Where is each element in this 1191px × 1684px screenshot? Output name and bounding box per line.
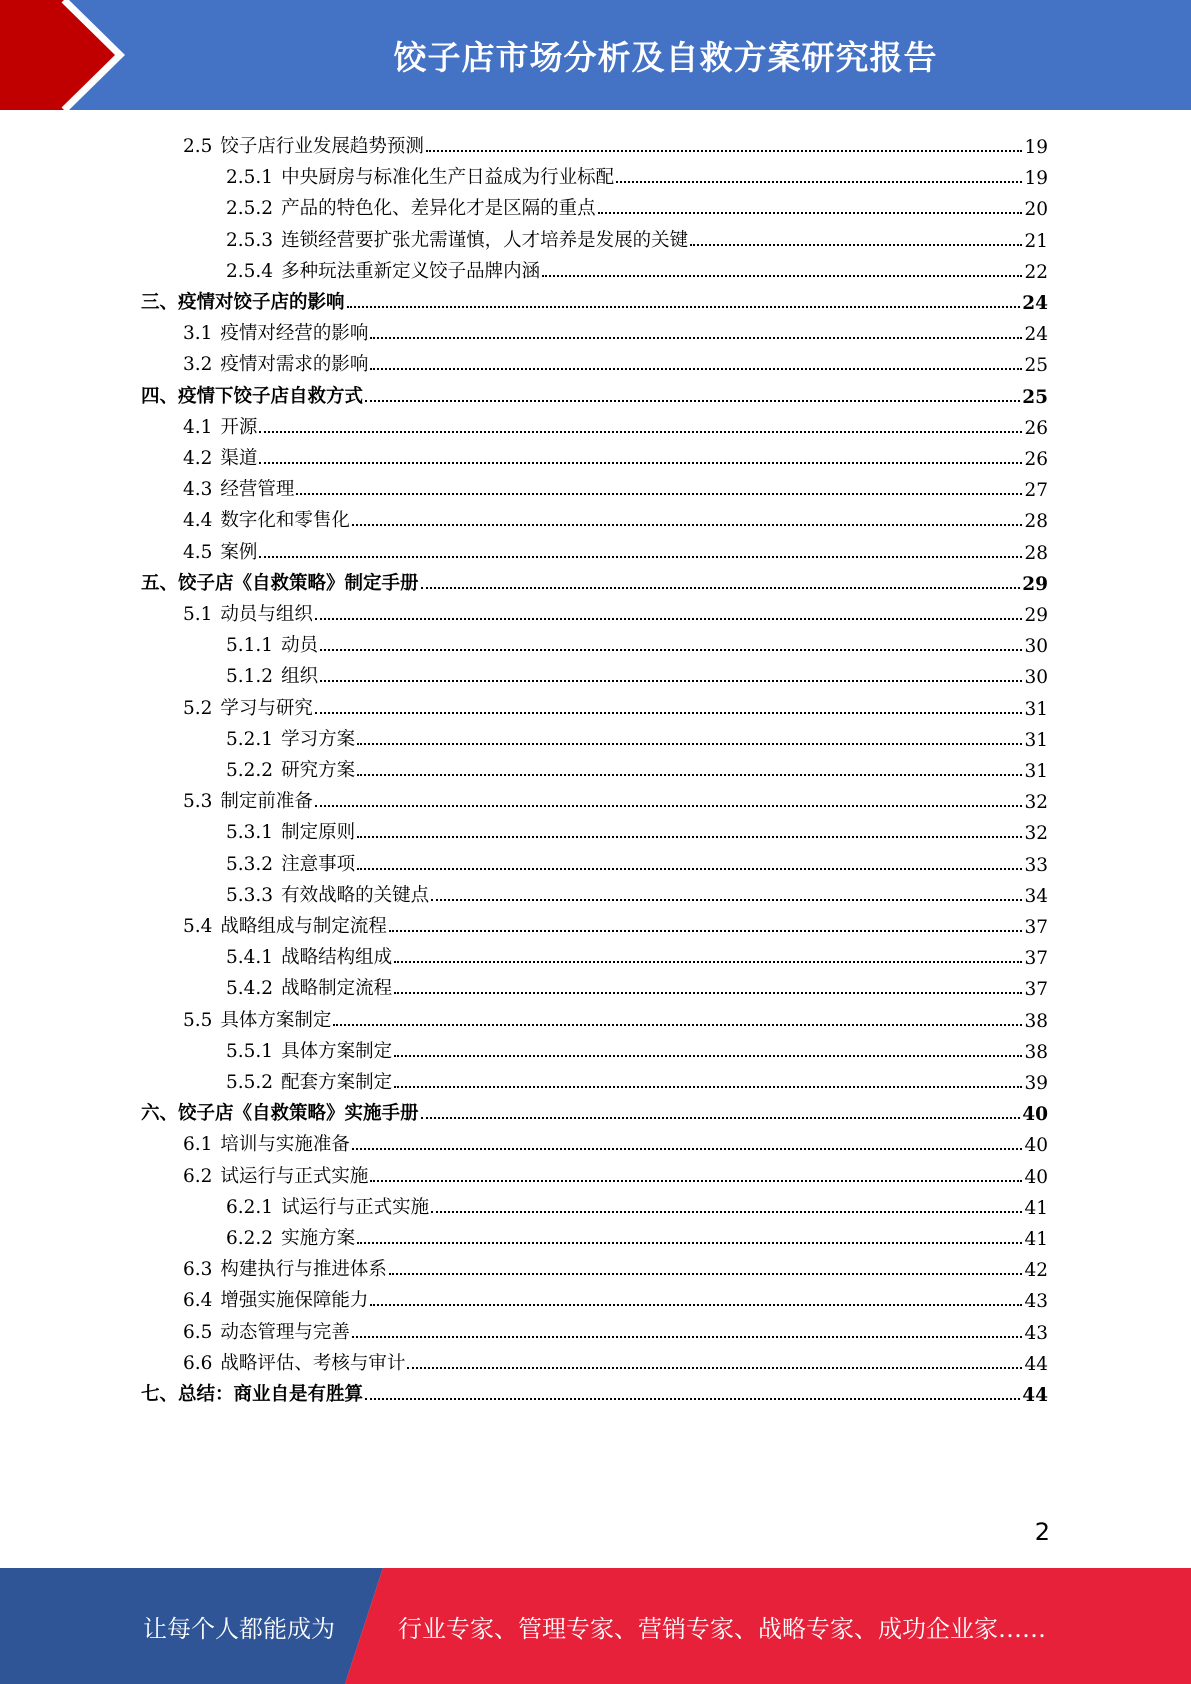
page-footer [0, 1568, 1191, 1684]
toc-entry-title: 产品的特色化、差异化才是区隔的重点 [281, 198, 596, 220]
toc-entry-title: 培训与实施准备 [220, 1134, 350, 1156]
toc-entry-number: 5.3.3 [226, 884, 274, 906]
toc-dot-leader [394, 961, 1022, 963]
toc-entry-page: 27 [1024, 480, 1048, 502]
toc-dot-leader [357, 868, 1022, 870]
toc-dot-leader [352, 524, 1023, 526]
toc-entry[interactable] [183, 907, 1048, 938]
toc-entry[interactable] [141, 564, 1048, 595]
toc-entry-page: 26 [1024, 449, 1048, 470]
toc-entry-title: 战略结构组成 [281, 947, 393, 969]
toc-entry-label [183, 1286, 368, 1312]
footer-slogan-right: 行业专家、管理专家、营销专家、战略专家、成功企业家…… [398, 1614, 1046, 1643]
toc-entry-label [141, 569, 419, 595]
toc-entry-page: 31 [1024, 729, 1048, 751]
toc-entry-number: 4.1 [183, 416, 213, 438]
toc-entry[interactable] [183, 1313, 1048, 1344]
toc-entry-title: 经营管理 [220, 479, 295, 501]
toc-entry-label [226, 631, 318, 657]
toc-entry-label [226, 1037, 392, 1063]
toc-dot-leader [333, 1024, 1022, 1026]
toc-entry-title: 疫情对需求的影响 [220, 354, 369, 376]
toc-entry-label [226, 662, 318, 688]
toc-entry-title: 六、饺子店《自救策略》实施手册 [141, 1103, 419, 1125]
toc-entry[interactable] [226, 813, 1048, 844]
toc-entry[interactable] [183, 1001, 1048, 1032]
toc-dot-leader [296, 493, 1022, 495]
toc-entry-label [183, 1318, 350, 1344]
red-chevron-icon [0, 0, 160, 110]
toc-entry-number: 5.2 [183, 697, 213, 719]
toc-entry-title: 战略评估、考核与审计 [220, 1352, 406, 1374]
toc-entry[interactable] [226, 720, 1048, 751]
toc-entry-number: 6.5 [183, 1321, 213, 1343]
toc-dot-leader [394, 1086, 1022, 1088]
toc-dot-leader [431, 899, 1022, 901]
toc-dot-leader [421, 1117, 1021, 1119]
toc-entry[interactable] [183, 470, 1048, 501]
toc-entry-label [141, 1380, 363, 1406]
toc-dot-leader [365, 400, 1020, 402]
toc-entry-page: 30 [1024, 636, 1048, 658]
toc-entry-label [141, 1099, 419, 1125]
toc-dot-leader [389, 930, 1023, 932]
toc-entry-title: 制定前准备 [220, 791, 313, 813]
toc-entry-page: 21 [1024, 230, 1048, 252]
toc-entry-title: 动态管理与完善 [220, 1321, 350, 1343]
toc-entry-label [183, 413, 257, 439]
toc-entry-title: 具体方案制定 [220, 1009, 332, 1031]
toc-entry-number: 5.2.2 [226, 760, 274, 781]
toc-entry-label [226, 881, 429, 907]
toc-entry-number: 5.2.1 [226, 728, 274, 750]
toc-entry-label [183, 694, 313, 720]
toc-entry-number: 2.5 [183, 136, 213, 157]
toc-entry-label [226, 257, 540, 283]
toc-entry[interactable] [141, 1375, 1048, 1406]
toc-entry-title: 渠道 [220, 448, 258, 469]
toc-dot-leader [365, 1398, 1020, 1400]
toc-entry-number: 5.4.1 [226, 947, 274, 969]
toc-entry-label [183, 1130, 350, 1156]
toc-entry-label [226, 1193, 429, 1219]
toc-dot-leader [542, 275, 1022, 277]
toc-entry[interactable] [183, 782, 1048, 813]
toc-entry[interactable] [141, 377, 1048, 408]
toc-entry[interactable] [183, 1125, 1048, 1156]
toc-entry-label [226, 943, 392, 969]
toc-entry-label [226, 163, 614, 189]
toc-entry-title: 制定原则 [281, 822, 356, 844]
toc-entry-number: 2.5.2 [226, 198, 274, 220]
toc-dot-leader [690, 244, 1022, 246]
toc-entry-title: 构建执行与推进体系 [220, 1259, 387, 1281]
toc-entry-number: 2.5.3 [226, 229, 274, 251]
toc-entry-title: 饺子店行业发展趋势预测 [220, 136, 424, 157]
toc-entry-number: 3.1 [183, 323, 213, 345]
toc-entry[interactable] [226, 969, 1048, 1000]
toc-entry-page: 42 [1024, 1260, 1048, 1282]
toc-entry-page: 24 [1024, 324, 1048, 346]
toc-entry-page: 28 [1024, 542, 1048, 564]
toc-dot-leader [352, 1336, 1023, 1338]
toc-entry-number: 6.2.1 [226, 1196, 274, 1218]
toc-entry-title: 战略组成与制定流程 [220, 916, 387, 937]
toc-dot-leader [357, 1242, 1022, 1244]
toc-entry[interactable] [183, 314, 1048, 345]
toc-entry-page: 19 [1024, 168, 1048, 190]
toc-dot-leader [370, 1304, 1022, 1306]
toc-entry[interactable] [183, 1157, 1048, 1188]
toc-entry-page: 25 [1022, 386, 1048, 408]
toc-dot-leader [370, 368, 1022, 370]
toc-entry-title: 学习与研究 [220, 697, 313, 719]
toc-entry-page: 29 [1022, 573, 1048, 595]
toc-entry[interactable] [183, 345, 1048, 376]
toc-entry-number: 6.2.2 [226, 1228, 274, 1249]
toc-entry-title: 动员 [281, 635, 319, 657]
toc-entry-label [226, 226, 688, 252]
toc-entry-number: 2.5.4 [226, 260, 274, 282]
toc-entry-page: 20 [1024, 199, 1048, 221]
toc-entry-number: 2.5.1 [226, 167, 274, 189]
toc-dot-leader [357, 743, 1022, 745]
toc-entry-label [183, 538, 257, 564]
toc-entry-title: 三、疫情对饺子店的影响 [141, 292, 345, 313]
toc-entry-page: 44 [1024, 1353, 1048, 1375]
toc-entry-number: 5.1.2 [226, 666, 274, 688]
toc-dot-leader [352, 1148, 1023, 1150]
toc-entry-title: 试运行与正式实施 [281, 1196, 430, 1218]
toc-dot-leader [259, 556, 1022, 558]
toc-entry-page: 41 [1024, 1229, 1048, 1250]
toc-entry-number: 4.5 [183, 541, 213, 563]
toc-entry-title: 学习方案 [281, 728, 356, 750]
toc-entry-number: 5.1.1 [226, 635, 274, 657]
page-header [0, 0, 1191, 110]
toc-dot-leader [389, 1273, 1023, 1275]
toc-entry-number: 6.1 [183, 1134, 213, 1156]
toc-entry-label [226, 1068, 392, 1094]
toc-entry-page: 25 [1024, 355, 1048, 377]
toc-entry-page: 37 [1024, 917, 1048, 938]
toc-entry[interactable] [226, 845, 1048, 876]
toc-entry-label [226, 725, 355, 751]
toc-entry-label [183, 132, 424, 158]
toc-entry[interactable] [141, 283, 1048, 314]
toc-entry-page: 38 [1024, 1010, 1048, 1032]
toc-dot-leader [421, 587, 1021, 589]
toc-entry-page: 34 [1024, 885, 1048, 907]
toc-entry[interactable] [226, 938, 1048, 969]
toc-entry[interactable] [226, 189, 1048, 220]
toc-entry-label [183, 475, 294, 501]
toc-entry-title: 有效战略的关键点 [281, 884, 430, 906]
toc-entry-page: 40 [1022, 1104, 1048, 1126]
toc-entry-title: 七、总结：商业自是有胜算 [141, 1384, 364, 1405]
toc-entry-page: 37 [1024, 948, 1048, 970]
toc-entry-page: 40 [1024, 1135, 1048, 1157]
toc-entry-label [226, 850, 355, 876]
toc-entry-page: 31 [1024, 698, 1048, 720]
toc-entry-number: 4.4 [183, 510, 213, 532]
toc-entry[interactable] [226, 626, 1048, 657]
toc-entry-label [226, 194, 596, 220]
toc-entry-page: 22 [1024, 261, 1048, 283]
toc-entry-number: 5.5.1 [226, 1040, 274, 1062]
toc-entry-number: 6.6 [183, 1352, 213, 1374]
toc-dot-leader [259, 462, 1022, 464]
toc-entry[interactable] [226, 1032, 1048, 1063]
toc-entry-number: 4.3 [183, 479, 213, 501]
toc-dot-leader [394, 1055, 1022, 1057]
toc-entry-label [141, 382, 363, 408]
toc-entry-title: 五、饺子店《自救策略》制定手册 [141, 572, 419, 594]
toc-entry-number: 5.3 [183, 791, 213, 813]
toc-entry-title: 多种玩法重新定义饺子品牌内涵 [281, 260, 541, 282]
toc-entry[interactable] [226, 1063, 1048, 1094]
toc-entry-page: 30 [1024, 667, 1048, 689]
toc-entry-title: 开源 [220, 416, 258, 438]
toc-entry-title: 连锁经营要扩张尤需谨慎，人才培养是发展的关键 [281, 229, 689, 251]
toc-entry-title: 案例 [220, 541, 258, 563]
toc-entry-label [226, 756, 355, 782]
toc-entry-label [183, 912, 387, 938]
toc-entry[interactable] [183, 408, 1048, 439]
toc-entry[interactable] [141, 1094, 1048, 1125]
toc-dot-leader [357, 774, 1022, 776]
toc-entry-number: 6.2 [183, 1165, 213, 1187]
toc-entry-page: 39 [1024, 1073, 1048, 1094]
toc-entry-page: 38 [1024, 1041, 1048, 1063]
toc-entry-number: 5.3.2 [226, 853, 274, 875]
toc-entry-label [183, 1255, 387, 1281]
toc-entry-page: 19 [1024, 137, 1048, 158]
toc-entry-title: 试运行与正式实施 [220, 1165, 369, 1187]
toc-dot-leader [315, 618, 1023, 620]
toc-dot-leader [370, 337, 1022, 339]
toc-entry-page: 40 [1024, 1166, 1048, 1188]
toc-entry-page: 31 [1024, 761, 1048, 782]
toc-entry[interactable] [226, 221, 1048, 252]
toc-entry[interactable] [226, 252, 1048, 283]
toc-entry-title: 数字化和零售化 [220, 510, 350, 532]
toc-entry-label [183, 506, 350, 532]
page-number: 2 [1034, 1518, 1050, 1546]
toc-entry[interactable] [183, 533, 1048, 564]
document-title: 饺子店市场分析及自救方案研究报告 [393, 37, 938, 77]
toc-entry-page: 37 [1024, 979, 1048, 1001]
toc-entry-title: 具体方案制定 [281, 1040, 393, 1062]
toc-dot-leader [598, 212, 1023, 214]
toc-entry-number: 5.4 [183, 916, 213, 937]
toc-entry-label [183, 1006, 331, 1032]
toc-entry-title: 研究方案 [281, 760, 356, 781]
toc-entry-page: 32 [1024, 823, 1048, 845]
toc-dot-leader [370, 1180, 1022, 1182]
toc-entry[interactable] [183, 689, 1048, 720]
toc-entry-label [226, 974, 392, 1000]
toc-entry-page: 33 [1024, 854, 1048, 876]
toc-entry-label [183, 319, 368, 345]
toc-entry-page: 26 [1024, 417, 1048, 439]
toc-dot-leader [320, 680, 1022, 682]
toc-entry-number: 4.2 [183, 448, 213, 469]
toc-dot-leader [259, 431, 1022, 433]
toc-entry-title: 四、疫情下饺子店自救方式 [141, 385, 364, 407]
toc-entry[interactable] [183, 1344, 1048, 1375]
toc-entry-page: 41 [1024, 1197, 1048, 1219]
toc-entry-page: 29 [1024, 605, 1048, 626]
toc-entry-number: 3.2 [183, 354, 213, 376]
toc-entry-title: 实施方案 [281, 1228, 356, 1249]
toc-entry-page: 44 [1022, 1385, 1048, 1406]
toc-entry-page: 43 [1024, 1322, 1048, 1344]
toc-entry[interactable] [183, 1250, 1048, 1281]
toc-entry-title: 组织 [281, 666, 319, 688]
toc-entry-number: 6.4 [183, 1290, 213, 1312]
toc-entry[interactable] [226, 158, 1048, 189]
toc-dot-leader [347, 306, 1021, 308]
toc-entry-label [183, 1349, 405, 1375]
toc-dot-leader [431, 1211, 1022, 1213]
toc-entry-page: 24 [1022, 293, 1048, 314]
toc-entry-label [183, 1162, 368, 1188]
toc-entry-label [183, 787, 313, 813]
toc-dot-leader [394, 992, 1022, 994]
toc-dot-leader [315, 712, 1023, 714]
toc-entry[interactable] [226, 751, 1048, 782]
toc-entry-number: 5.4.2 [226, 978, 274, 1000]
toc-entry-number: 5.5.2 [226, 1072, 274, 1093]
toc-entry[interactable] [183, 1281, 1048, 1312]
toc-entry[interactable] [183, 127, 1048, 158]
toc-entry-label [183, 444, 257, 470]
toc-dot-leader [426, 150, 1023, 152]
toc-entry-label [226, 1224, 355, 1250]
toc-entry[interactable] [226, 876, 1048, 907]
toc-entry-number: 6.3 [183, 1259, 213, 1281]
toc-dot-leader [315, 805, 1023, 807]
toc-entry-number: 5.1 [183, 604, 213, 625]
toc-entry-label [226, 818, 355, 844]
toc-entry-title: 增强实施保障能力 [220, 1290, 369, 1312]
toc-entry-title: 疫情对经营的影响 [220, 323, 369, 345]
toc-dot-leader [357, 836, 1022, 838]
toc-entry-page: 43 [1024, 1291, 1048, 1313]
toc-entry-label [183, 600, 313, 626]
toc-dot-leader [320, 649, 1022, 651]
toc-entry[interactable] [183, 501, 1048, 532]
toc-entry-page: 32 [1024, 792, 1048, 814]
toc-entry[interactable] [183, 439, 1048, 470]
toc-entry-title: 动员与组织 [220, 604, 313, 625]
toc-entry[interactable] [226, 1188, 1048, 1219]
toc-entry-label [141, 288, 345, 314]
toc-entry-title: 配套方案制定 [281, 1072, 393, 1093]
toc-entry-label [183, 350, 368, 376]
toc-entry[interactable] [183, 595, 1048, 626]
toc-dot-leader [616, 181, 1022, 183]
footer-slogan-left: 让每个人都能成为 [143, 1614, 335, 1643]
toc-entry-title: 注意事项 [281, 853, 356, 875]
toc-entry-page: 28 [1024, 511, 1048, 533]
toc-entry-number: 5.3.1 [226, 822, 274, 844]
toc-entry[interactable] [226, 1219, 1048, 1250]
toc-entry[interactable] [226, 657, 1048, 688]
toc-entry-title: 战略制定流程 [281, 978, 393, 1000]
toc-entry-number: 5.5 [183, 1009, 213, 1031]
toc-entry-title: 中央厨房与标准化生产日益成为行业标配 [281, 167, 615, 189]
toc-dot-leader [407, 1367, 1022, 1369]
